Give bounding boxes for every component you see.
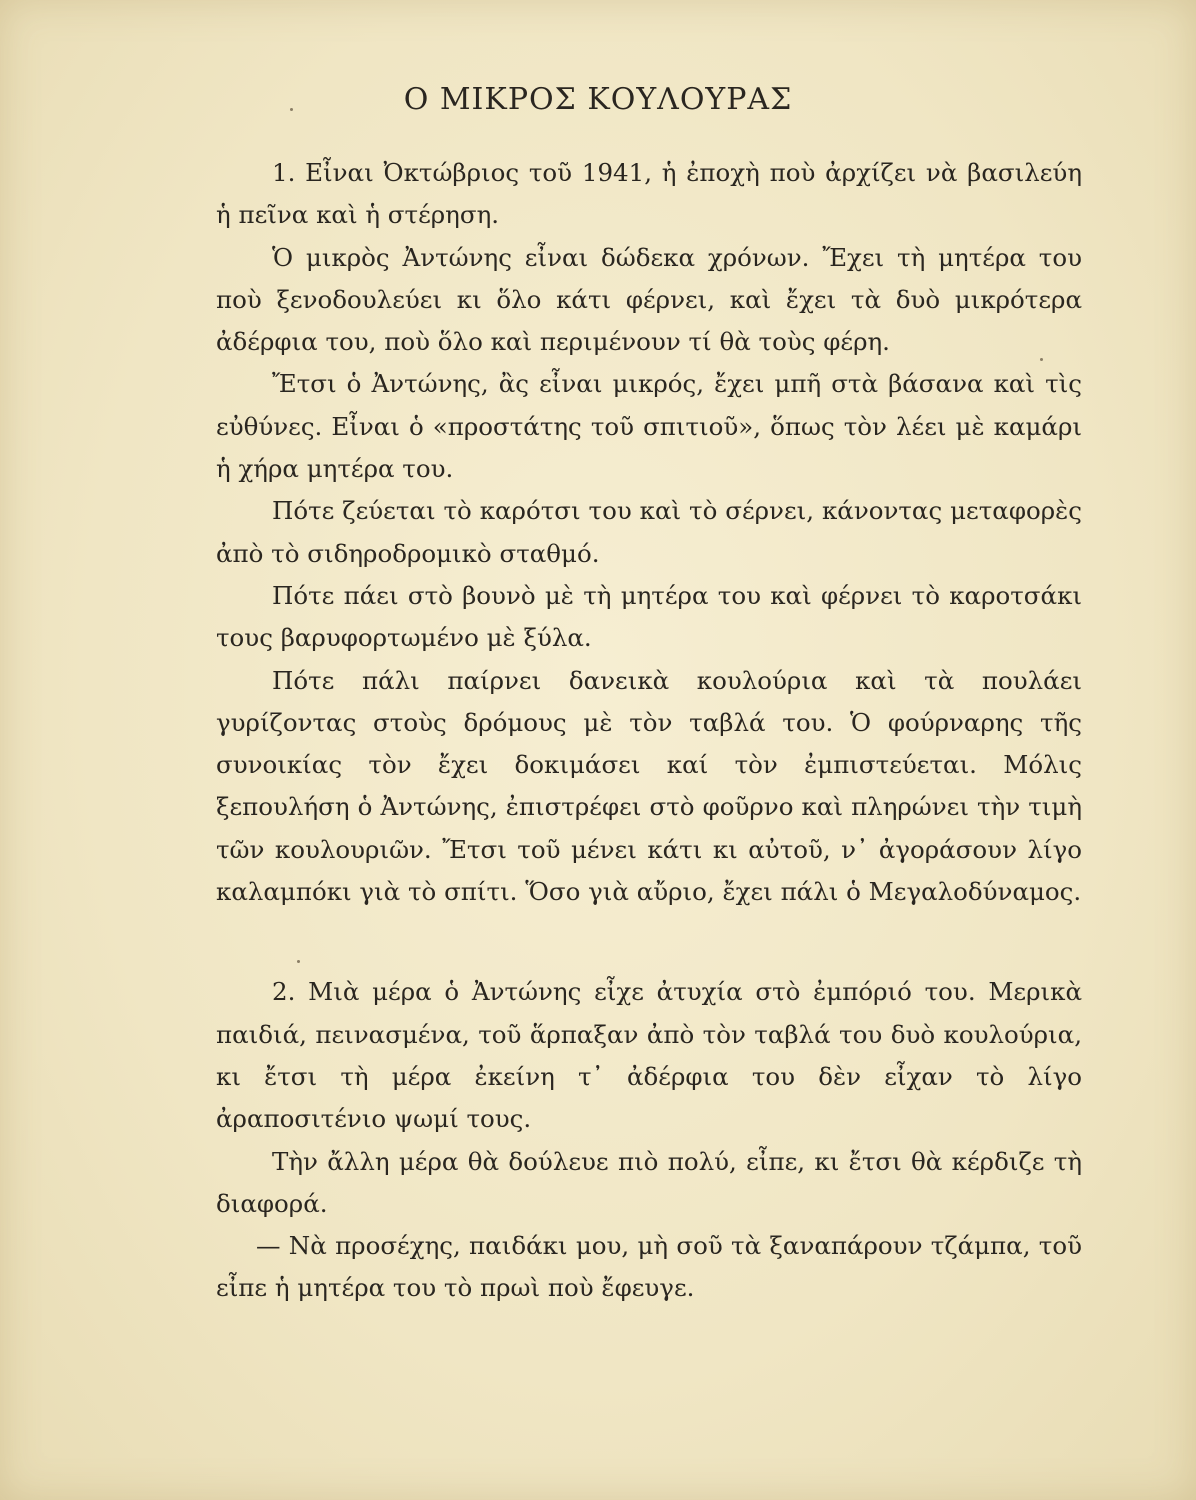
paragraph: 2. Μιὰ μέρα ὁ Ἀντώνης εἶχε ἀτυχία στὸ ἐμπόριό του. Μερικὰ παιδιά, πεινασμένα, τοῦ ἅρπαξαν ἀπὸ τὸν ταβλά του δυὸ κουλούρια, κι ἔτσι τὴ μέρα ἐκείνη τ᾿ ἀδέρφια του δὲν εἶχαν τὸ λίγο ἀραποσιτένιο ψωμί τους. [216,977,1082,1134]
page-title: Ο ΜΙΚΡΟΣ ΚΟΥΛΟΥΡΑΣ [403,82,793,117]
paragraph: Ὁ μικρὸς Ἀντώνης εἶναι δώδεκα χρόνων. Ἔχει τὴ μητέρα του ποὺ ξενοδουλεύει κι ὅλο κάτι φέρνει, καὶ ἔχει τὰ δυὸ μικρότερα ἀδέρφια του, ποὺ ὅλο καὶ περιμένουν τί θὰ τοὺς φέρη. [216,242,1082,357]
paragraph: Πότε πάλι παίρνει δανεικὰ κουλούρια καὶ τὰ πουλάει γυρίζοντας στοὺς δρόμους μὲ τὸν ταβλά του. Ὁ φούρναρης τῆς συνοικίας τὸν ἔχει δοκιμάσει καί τὸν ἐμπιστεύεται. Μόλις ξεπουλήση ὁ Ἀντώνης, ἐπιστρέφει στὸ φοῦρνο καὶ πληρώνει τὴν τιμὴ τῶν κουλουριῶν. Ἔτσι τοῦ μένει κάτι κι αὐτοῦ, ν᾿ ἀγοράσουν λίγο καλαμπόκι γιὰ τὸ σπίτι. Ὅσο γιὰ αὔριο, ἔχει πάλι ὁ Μεγαλοδύναμος. [216,665,1082,907]
paragraph: Τὴν ἄλλη μέρα θὰ δούλευε πιὸ πολύ, εἶπε, κι ἔτσι θὰ κέρδιζε τὴ διαφορά. [216,1146,1082,1218]
paragraph: Ἔτσι ὁ Ἀντώνης, ἂς εἶναι μικρός, ἔχει μπῆ στὰ βάσανα καὶ τὶς εὐθύνες. Εἶναι ὁ «προστάτης τοῦ σπιτιοῦ», ὅπως τὸν λέει μὲ καμάρι ἡ χήρα μητέρα του. [216,369,1082,484]
paragraph: Πότε πάει στὸ βουνὸ μὲ τὴ μητέρα του καὶ φέρνει τὸ καροτσάκι τους βαρυφορτωμένο μὲ ξύλα. [216,580,1082,653]
paper-speck [1040,358,1043,361]
paper-speck [297,960,300,963]
paper-speck [290,108,293,111]
paragraph: Πότε ζεύεται τὸ καρότσι του καὶ τὸ σέρνει, κάνοντας μεταφορὲς ἀπὸ τὸ σιδηροδρομικὸ σταθμό. [216,496,1082,568]
body-text [216,152,1082,1310]
paragraph: 1. Εἶναι Ὀκτώβριος τοῦ 1941, ἡ ἐποχὴ ποὺ ἀρχίζει νὰ βασιλεύη ἡ πεῖνα καὶ ἡ στέρηση. [216,158,1082,230]
dialogue-paragraph: — Νὰ προσέχης, παιδάκι μου, μὴ σοῦ τὰ ξαναπάρουν τζάμπα, τοῦ εἶπε ἡ μητέρα του τὸ πρωὶ ποὺ ἔφευγε. [216,1231,1082,1303]
